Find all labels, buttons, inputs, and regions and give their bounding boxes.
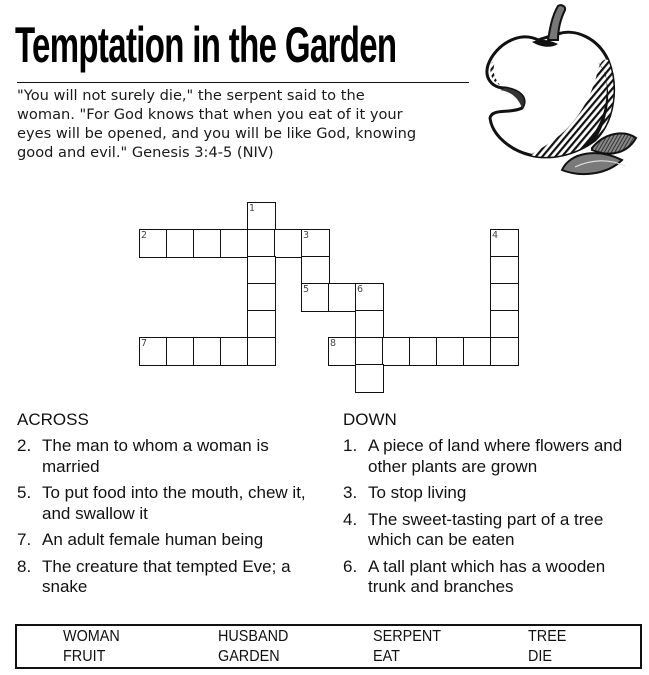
cell-number: 7 [141, 338, 148, 349]
clue-text: An adult female human being [42, 530, 264, 549]
across-heading: ACROSS [17, 410, 89, 429]
crossword-cell[interactable] [220, 229, 249, 258]
crossword-cell[interactable] [490, 310, 519, 339]
clue-text: A piece of land where flowers and other plants are grown [368, 436, 623, 476]
cell-number: 5 [303, 284, 310, 295]
crossword-cell[interactable] [301, 229, 330, 258]
clue-number: 7. [17, 530, 32, 549]
across-clues [17, 410, 327, 604]
clue-number: 2. [17, 436, 32, 455]
crossword-cell[interactable] [247, 337, 276, 366]
crossword-cell[interactable] [247, 202, 276, 231]
clue-across-5 [17, 483, 327, 524]
word-bank-item: FRUIT [63, 648, 106, 665]
page-title: Temptation in the Garden [15, 17, 397, 73]
crossword-cell[interactable] [301, 256, 330, 285]
clue-across-2 [17, 436, 327, 477]
clue-number: 4. [343, 509, 358, 529]
word-bank-item: GARDEN [218, 648, 280, 665]
clue-text: To stop living [368, 483, 467, 502]
clue-text: The man to whom a woman is married [42, 436, 269, 476]
crossword-cell[interactable] [490, 229, 519, 258]
crossword-cell[interactable] [139, 229, 168, 258]
cell-number: 3 [303, 230, 310, 241]
crossword-cell[interactable] [355, 283, 384, 312]
word-bank-item: SERPENT [373, 628, 442, 645]
clue-number: 8. [17, 556, 32, 576]
crossword-cell[interactable] [139, 337, 168, 366]
clue-down-1 [343, 436, 643, 477]
crossword-cell[interactable] [490, 283, 519, 312]
clue-number: 5. [17, 483, 32, 502]
down-heading: DOWN [343, 410, 397, 429]
word-bank [15, 624, 642, 669]
clue-text: The creature that tempted Eve; a snake [42, 556, 291, 596]
word-bank-item: EAT [373, 648, 400, 665]
crossword-cell[interactable] [193, 337, 222, 366]
quote-line: good and evil." Genesis 3:4-5 (NIV) [17, 144, 274, 161]
crossword-cell[interactable] [355, 310, 384, 339]
crossword-cell[interactable] [166, 337, 195, 366]
crossword-cell[interactable] [355, 364, 384, 393]
quote-line: "You will not surely die," the serpent said to the [17, 87, 365, 104]
clue-text: A tall plant which has a wooden trunk and branches [368, 556, 606, 596]
crossword-cell[interactable] [220, 337, 249, 366]
crossword-cell[interactable] [247, 283, 276, 312]
clue-text: To put food into the mouth, chew it, and swallow it [42, 483, 306, 523]
crossword-cell[interactable] [274, 229, 303, 258]
clue-number: 6. [343, 556, 358, 576]
word-bank-item: TREE [528, 628, 567, 645]
crossword-cell[interactable] [247, 310, 276, 339]
clue-down-4 [343, 510, 643, 551]
clue-across-8 [17, 557, 327, 598]
quote-line: eyes will be opened, and you will be like God, knowing [17, 125, 417, 142]
cell-number: 8 [330, 338, 337, 349]
crossword-cell[interactable] [328, 283, 357, 312]
cell-number: 2 [141, 230, 148, 241]
down-clues [343, 410, 643, 604]
crossword-cell[interactable] [247, 256, 276, 285]
crossword-cell[interactable] [166, 229, 195, 258]
word-bank-item: DIE [528, 648, 553, 665]
crossword-cell[interactable] [463, 337, 492, 366]
crossword-cell[interactable] [490, 337, 519, 366]
crossword-cell[interactable] [247, 229, 276, 258]
clue-text: The sweet-tasting part of a tree which can be eaten [368, 509, 604, 549]
crossword-cell[interactable] [301, 283, 330, 312]
crossword-cell[interactable] [355, 337, 384, 366]
word-bank-item: HUSBAND [218, 628, 289, 645]
clue-across-7 [17, 530, 327, 551]
crossword-cell[interactable] [409, 337, 438, 366]
clue-down-6 [343, 557, 643, 598]
crossword-cell[interactable] [436, 337, 465, 366]
quote-line: woman. "For God knows that when you eat of it your [17, 106, 403, 123]
cell-number: 6 [357, 284, 364, 295]
cell-number: 1 [249, 203, 256, 214]
word-bank-item: WOMAN [63, 628, 120, 645]
cell-number: 4 [492, 230, 499, 241]
clue-number: 3. [343, 483, 358, 502]
crossword-cell[interactable] [193, 229, 222, 258]
crossword-cell[interactable] [328, 337, 357, 366]
clue-number: 1. [343, 436, 358, 455]
crossword-cell[interactable] [490, 256, 519, 285]
clue-down-3 [343, 483, 643, 504]
crossword-cell[interactable] [382, 337, 411, 366]
